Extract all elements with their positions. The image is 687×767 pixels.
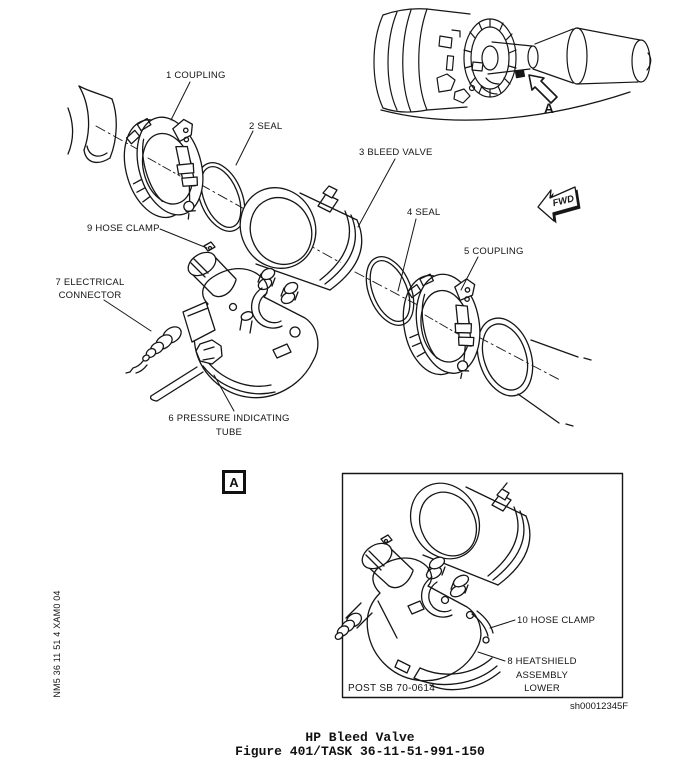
detail-marker-a bbox=[222, 470, 246, 494]
fwd-label: FWD bbox=[551, 193, 576, 210]
callout-5-coupling: 5 COUPLING bbox=[464, 246, 524, 257]
side-reference-code: NM5 36 11 51 4 XAM0 04 bbox=[52, 590, 62, 698]
seal-4-drawing bbox=[357, 250, 423, 332]
figure-caption bbox=[200, 731, 520, 759]
figure-task-number: Figure 401/TASK 36-11-51-991-150 bbox=[235, 744, 485, 759]
post-sb-note: POST SB 70-0614 bbox=[348, 683, 436, 694]
callout-10-hose-clamp: 10 HOSE CLAMP bbox=[517, 615, 596, 626]
callout-8-heatshield bbox=[500, 655, 584, 696]
callout-2-seal: 2 SEAL bbox=[249, 121, 283, 132]
callout-3-bleed-valve: 3 BLEED VALVE bbox=[359, 147, 433, 158]
callout-8-line2: ASSEMBLY bbox=[515, 669, 569, 681]
callout-7-line2: CONNECTOR bbox=[58, 290, 122, 301]
right-duct-drawing bbox=[468, 311, 591, 426]
callout-1-coupling: 1 COUPLING bbox=[166, 70, 226, 81]
callout-8-line1: 8 HEATSHIELD bbox=[507, 656, 577, 667]
sheet-code: sh00012345F bbox=[570, 701, 629, 712]
callout-6-pressure-tube bbox=[166, 412, 292, 439]
figure-title: HP Bleed Valve bbox=[305, 730, 415, 745]
engine-locator-drawing bbox=[374, 9, 651, 120]
callout-6-line1: 6 PRESSURE INDICATING bbox=[168, 413, 290, 424]
upper-duct-drawing bbox=[68, 86, 116, 162]
callout-7-line1: 7 ELECTRICAL bbox=[55, 277, 125, 288]
callout-6-line2: TUBE bbox=[215, 426, 243, 438]
locator-arrow bbox=[529, 75, 557, 103]
coupling-1-drawing bbox=[113, 107, 217, 232]
fwd-arrow bbox=[538, 187, 581, 224]
callout-8-line3: LOWER bbox=[524, 683, 560, 694]
detail-marker-letter: A bbox=[229, 474, 239, 490]
callout-4-seal: 4 SEAL bbox=[407, 207, 441, 218]
locator-arrow-label: A bbox=[544, 101, 554, 116]
callout-7-electrical-connector bbox=[46, 276, 134, 302]
callout-9-hose-clamp: 9 HOSE CLAMP bbox=[87, 223, 160, 234]
